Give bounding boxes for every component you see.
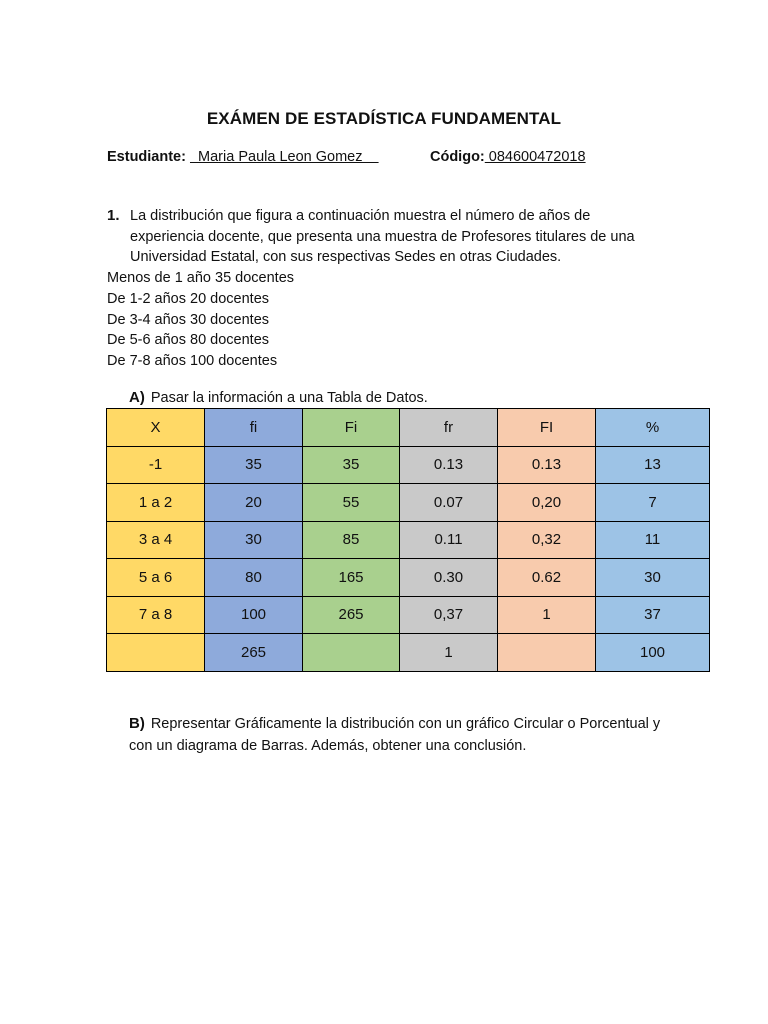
code-label: Código:: [430, 149, 485, 165]
list-item: Menos de 1 año 35 docentes: [107, 270, 295, 287]
table-cell: 100: [205, 596, 303, 634]
table-cell: 20: [205, 484, 303, 522]
student-label: Estudiante:: [107, 149, 186, 165]
table-cell: 35: [205, 446, 303, 484]
table-cell: [498, 634, 596, 672]
table-cell: 1: [498, 596, 596, 634]
table-cell: 0.62: [498, 559, 596, 597]
table-cell: 30: [596, 559, 710, 597]
header-cell: %: [596, 409, 710, 447]
header-cell: fi: [205, 409, 303, 447]
table-cell: 30: [205, 521, 303, 559]
table-cell: 0.13: [400, 446, 498, 484]
table-cell: 165: [303, 559, 400, 597]
list-item: De 5-6 años 80 docentes: [107, 332, 270, 349]
table-cell: 11: [596, 521, 710, 559]
table-cell: 85: [303, 521, 400, 559]
table-row: [107, 446, 710, 484]
table-cell: 0.07: [400, 484, 498, 522]
table-cell: 55: [303, 484, 400, 522]
table-cell: 1: [400, 634, 498, 672]
table-cell: 265: [303, 596, 400, 634]
list-item: De 7-8 años 100 docentes: [107, 352, 278, 369]
header-cell: fr: [400, 409, 498, 447]
section-b-text: Representar Gráficamente la distribución con un gráfico Circular o Porcentual y con un diagrama de Barras. Además, obtener una conclusión.: [129, 716, 661, 754]
table-row: [107, 596, 710, 634]
exam-title: EXÁMEN DE ESTADÍSTICA FUNDAMENTAL: [206, 109, 562, 128]
header-cell: X: [107, 409, 205, 447]
header-cell: FI: [498, 409, 596, 447]
list-item: De 1-2 años 20 docentes: [107, 290, 270, 307]
section-b-label: B): [129, 715, 145, 732]
section-b: [129, 713, 669, 757]
table-cell: 80: [205, 559, 303, 597]
table-cell: [107, 634, 205, 672]
table-cell: 7: [596, 484, 710, 522]
table-cell: 5 a 6: [107, 559, 205, 597]
table-row: [107, 521, 710, 559]
table-cell: 0.13: [498, 446, 596, 484]
table-cell: 7 a 8: [107, 596, 205, 634]
code-value: 084600472018: [484, 149, 586, 165]
table-cell: -1: [107, 446, 205, 484]
frequency-table: [106, 408, 710, 672]
table-cell: 0.11: [400, 521, 498, 559]
student-name: Maria Paula Leon Gomez: [189, 149, 379, 165]
section-a-text: Pasar la información a una Tabla de Datos.: [150, 390, 428, 406]
table-cell: 0,32: [498, 521, 596, 559]
header-cell: Fi: [303, 409, 400, 447]
list-item: De 3-4 años 30 docentes: [107, 311, 270, 328]
table-cell: 13: [596, 446, 710, 484]
table-cell: 37: [596, 596, 710, 634]
question-1-paragraph: La distribución que figura a continuación muestra el número de años de experiencia docente, que presenta una muestra de Profesores titulares de una Universidad Estatal, con sus respectivas Sedes en otras Ciudades.: [130, 208, 635, 266]
table-header-row: [107, 409, 710, 447]
student-line: [107, 149, 379, 165]
table-cell: 0.30: [400, 559, 498, 597]
table-cell: 0,37: [400, 596, 498, 634]
question-1-number: 1.: [107, 207, 120, 224]
table-cell: 100: [596, 634, 710, 672]
table-totals-row: [107, 634, 710, 672]
section-a: [129, 389, 428, 406]
section-a-label: A): [129, 389, 145, 406]
table-cell: 1 a 2: [107, 484, 205, 522]
code-line: [430, 149, 586, 165]
table-row: [107, 559, 710, 597]
table-cell: 35: [303, 446, 400, 484]
table-row: [107, 484, 710, 522]
table-cell: 265: [205, 634, 303, 672]
question-1: [107, 206, 647, 372]
table-cell: 0,20: [498, 484, 596, 522]
question-1-list: [107, 268, 647, 372]
table-cell: 3 a 4: [107, 521, 205, 559]
table-cell: [303, 634, 400, 672]
